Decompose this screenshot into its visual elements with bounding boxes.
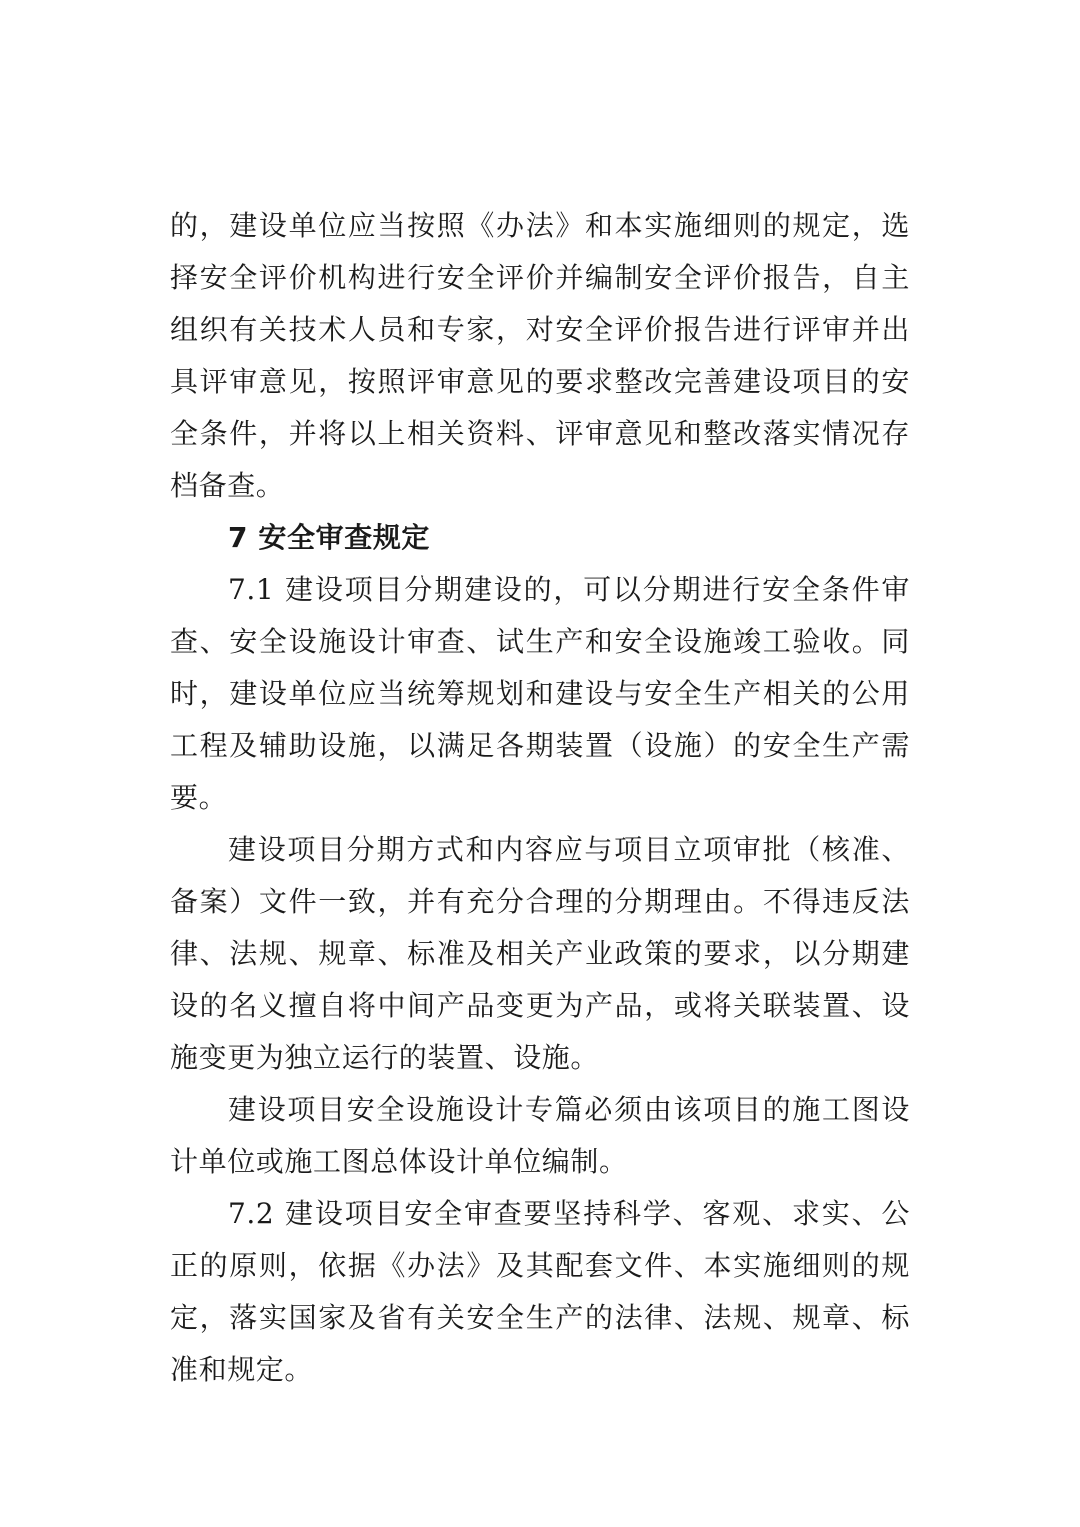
paragraph-7-2: 7.2 建设项目安全审查要坚持科学、客观、求实、公正的原则，依据《办法》及其配套文件、本实施细则的规定，落实国家及省有关安全生产的法律、法规、规章、标准和规定。 (170, 1197, 910, 1386)
document-body (170, 200, 910, 1396)
paragraph-design-unit: 建设项目安全设施设计专篇必须由该项目的施工图设计单位或施工图总体设计单位编制。 (170, 1093, 910, 1178)
section-heading: 7 安全审查规定 (228, 521, 431, 554)
paragraph-7-1: 7.1 建设项目分期建设的，可以分期进行安全条件审查、安全设施设计审查、试生产和安全设施竣工验收。同时，建设单位应当统筹规划和建设与安全生产相关的公用工程及辅助设施，以满足各期装置（设施）的安全生产需要。 (170, 573, 910, 814)
paragraph-phasing: 建设项目分期方式和内容应与项目立项审批（核准、备案）文件一致，并有充分合理的分期理由。不得违反法律、法规、规章、标准及相关产业政策的要求，以分期建设的名义擅自将中间产品变更为产品，或将关联装置、设施变更为独立运行的装置、设施。 (170, 833, 910, 1074)
paragraph-continued: 的，建设单位应当按照《办法》和本实施细则的规定，选择安全评价机构进行安全评价并编制安全评价报告，自主组织有关技术人员和专家，对安全评价报告进行评审并出具评审意见，按照评审意见的要求整改完善建设项目的安全条件，并将以上相关资料、评审意见和整改落实情况存档备查。 (170, 209, 910, 502)
